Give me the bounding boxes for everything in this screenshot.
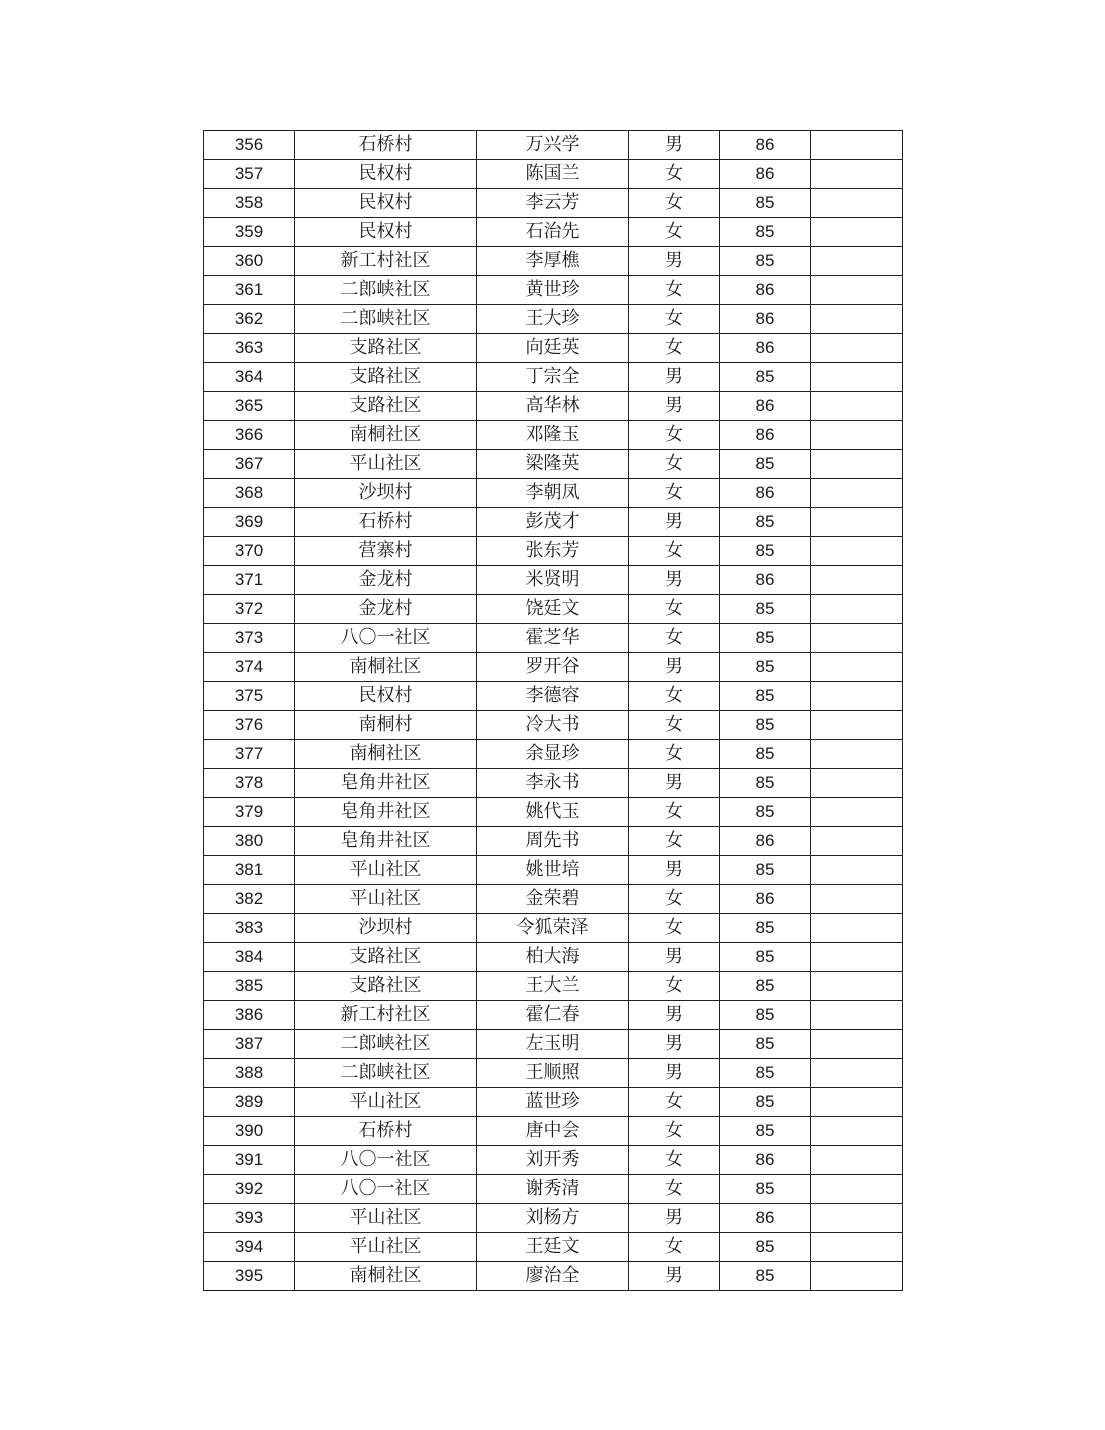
score-cell: 85 — [720, 624, 811, 653]
table-row — [204, 682, 903, 711]
note-cell — [811, 1001, 903, 1030]
row-number-cell: 358 — [204, 189, 295, 218]
gender-cell: 女 — [629, 885, 720, 914]
village-cell: 新工村社区 — [295, 247, 477, 276]
person-name-cell: 霍芝华 — [477, 624, 629, 653]
village-cell: 皂角井社区 — [295, 798, 477, 827]
village-cell: 支路社区 — [295, 943, 477, 972]
note-cell — [811, 769, 903, 798]
score-cell: 86 — [720, 305, 811, 334]
row-number-cell: 384 — [204, 943, 295, 972]
row-number-cell: 372 — [204, 595, 295, 624]
row-number-cell: 393 — [204, 1204, 295, 1233]
gender-cell: 女 — [629, 1088, 720, 1117]
score-cell: 85 — [720, 1262, 811, 1291]
village-cell: 新工村社区 — [295, 1001, 477, 1030]
gender-cell: 男 — [629, 1030, 720, 1059]
gender-cell: 男 — [629, 566, 720, 595]
roster-table — [203, 130, 903, 1291]
gender-cell: 男 — [629, 508, 720, 537]
table-row — [204, 1030, 903, 1059]
row-number-cell: 356 — [204, 131, 295, 160]
score-cell: 85 — [720, 972, 811, 1001]
gender-cell: 女 — [629, 711, 720, 740]
note-cell — [811, 595, 903, 624]
table-row — [204, 247, 903, 276]
table-row — [204, 740, 903, 769]
row-number-cell: 395 — [204, 1262, 295, 1291]
score-cell: 85 — [720, 1059, 811, 1088]
gender-cell: 男 — [629, 1059, 720, 1088]
village-cell: 南桐社区 — [295, 421, 477, 450]
score-cell: 85 — [720, 1233, 811, 1262]
score-cell: 85 — [720, 1001, 811, 1030]
village-cell: 石桥村 — [295, 508, 477, 537]
table-row — [204, 421, 903, 450]
person-name-cell: 王大珍 — [477, 305, 629, 334]
note-cell — [811, 421, 903, 450]
score-cell: 85 — [720, 450, 811, 479]
person-name-cell: 高华林 — [477, 392, 629, 421]
note-cell — [811, 914, 903, 943]
person-name-cell: 姚世培 — [477, 856, 629, 885]
score-cell: 85 — [720, 1030, 811, 1059]
table-row — [204, 653, 903, 682]
table-row — [204, 1262, 903, 1291]
note-cell — [811, 740, 903, 769]
table-row — [204, 392, 903, 421]
village-cell: 沙坝村 — [295, 479, 477, 508]
table-row — [204, 305, 903, 334]
score-cell: 85 — [720, 363, 811, 392]
table-row — [204, 827, 903, 856]
note-cell — [811, 682, 903, 711]
village-cell: 皂角井社区 — [295, 827, 477, 856]
gender-cell: 女 — [629, 1233, 720, 1262]
score-cell: 86 — [720, 160, 811, 189]
note-cell — [811, 798, 903, 827]
gender-cell: 女 — [629, 160, 720, 189]
village-cell: 石桥村 — [295, 131, 477, 160]
table-row — [204, 1204, 903, 1233]
table-row — [204, 1001, 903, 1030]
score-cell: 86 — [720, 392, 811, 421]
note-cell — [811, 1146, 903, 1175]
row-number-cell: 367 — [204, 450, 295, 479]
gender-cell: 女 — [629, 972, 720, 1001]
row-number-cell: 377 — [204, 740, 295, 769]
row-number-cell: 381 — [204, 856, 295, 885]
table-row — [204, 131, 903, 160]
table-row — [204, 711, 903, 740]
person-name-cell: 丁宗全 — [477, 363, 629, 392]
gender-cell: 女 — [629, 740, 720, 769]
score-cell: 85 — [720, 653, 811, 682]
note-cell — [811, 305, 903, 334]
gender-cell: 男 — [629, 131, 720, 160]
note-cell — [811, 218, 903, 247]
row-number-cell: 370 — [204, 537, 295, 566]
village-cell: 支路社区 — [295, 334, 477, 363]
row-number-cell: 364 — [204, 363, 295, 392]
row-number-cell: 375 — [204, 682, 295, 711]
row-number-cell: 363 — [204, 334, 295, 363]
village-cell: 二郎峡社区 — [295, 1059, 477, 1088]
row-number-cell: 380 — [204, 827, 295, 856]
note-cell — [811, 160, 903, 189]
person-name-cell: 李德容 — [477, 682, 629, 711]
table-row — [204, 1175, 903, 1204]
village-cell: 南桐社区 — [295, 653, 477, 682]
row-number-cell: 388 — [204, 1059, 295, 1088]
score-cell: 85 — [720, 914, 811, 943]
village-cell: 民权村 — [295, 682, 477, 711]
note-cell — [811, 1233, 903, 1262]
person-name-cell: 张东芳 — [477, 537, 629, 566]
score-cell: 85 — [720, 1117, 811, 1146]
note-cell — [811, 392, 903, 421]
village-cell: 石桥村 — [295, 1117, 477, 1146]
table-row — [204, 479, 903, 508]
row-number-cell: 385 — [204, 972, 295, 1001]
gender-cell: 女 — [629, 595, 720, 624]
village-cell: 平山社区 — [295, 1088, 477, 1117]
score-cell: 85 — [720, 769, 811, 798]
village-cell: 平山社区 — [295, 1233, 477, 1262]
gender-cell: 女 — [629, 537, 720, 566]
gender-cell: 女 — [629, 479, 720, 508]
note-cell — [811, 1175, 903, 1204]
village-cell: 八〇一社区 — [295, 1175, 477, 1204]
gender-cell: 女 — [629, 189, 720, 218]
table-row — [204, 595, 903, 624]
score-cell: 85 — [720, 943, 811, 972]
village-cell: 支路社区 — [295, 392, 477, 421]
person-name-cell: 邓隆玉 — [477, 421, 629, 450]
table-row — [204, 885, 903, 914]
village-cell: 平山社区 — [295, 856, 477, 885]
score-cell: 85 — [720, 218, 811, 247]
table-row — [204, 189, 903, 218]
gender-cell: 女 — [629, 1117, 720, 1146]
gender-cell: 男 — [629, 363, 720, 392]
person-name-cell: 姚代玉 — [477, 798, 629, 827]
gender-cell: 女 — [629, 624, 720, 653]
person-name-cell: 王顺照 — [477, 1059, 629, 1088]
note-cell — [811, 624, 903, 653]
person-name-cell: 李云芳 — [477, 189, 629, 218]
row-number-cell: 387 — [204, 1030, 295, 1059]
person-name-cell: 冷大书 — [477, 711, 629, 740]
person-name-cell: 刘杨方 — [477, 1204, 629, 1233]
table-row — [204, 160, 903, 189]
note-cell — [811, 827, 903, 856]
table-row — [204, 624, 903, 653]
note-cell — [811, 537, 903, 566]
score-cell: 85 — [720, 711, 811, 740]
row-number-cell: 368 — [204, 479, 295, 508]
person-name-cell: 蓝世珍 — [477, 1088, 629, 1117]
gender-cell: 女 — [629, 798, 720, 827]
score-cell: 86 — [720, 566, 811, 595]
note-cell — [811, 450, 903, 479]
table-row — [204, 363, 903, 392]
score-cell: 85 — [720, 595, 811, 624]
score-cell: 86 — [720, 885, 811, 914]
table-row — [204, 943, 903, 972]
village-cell: 民权村 — [295, 160, 477, 189]
gender-cell: 男 — [629, 769, 720, 798]
village-cell: 营寨村 — [295, 537, 477, 566]
note-cell — [811, 334, 903, 363]
village-cell: 沙坝村 — [295, 914, 477, 943]
score-cell: 85 — [720, 189, 811, 218]
person-name-cell: 彭茂才 — [477, 508, 629, 537]
note-cell — [811, 247, 903, 276]
note-cell — [811, 856, 903, 885]
row-number-cell: 378 — [204, 769, 295, 798]
table-row — [204, 769, 903, 798]
row-number-cell: 390 — [204, 1117, 295, 1146]
score-cell: 86 — [720, 131, 811, 160]
row-number-cell: 361 — [204, 276, 295, 305]
village-cell: 平山社区 — [295, 1204, 477, 1233]
table-row — [204, 972, 903, 1001]
gender-cell: 女 — [629, 305, 720, 334]
row-number-cell: 376 — [204, 711, 295, 740]
gender-cell: 男 — [629, 392, 720, 421]
village-cell: 南桐村 — [295, 711, 477, 740]
note-cell — [811, 1088, 903, 1117]
person-name-cell: 万兴学 — [477, 131, 629, 160]
row-number-cell: 362 — [204, 305, 295, 334]
person-name-cell: 令狐荣泽 — [477, 914, 629, 943]
village-cell: 平山社区 — [295, 885, 477, 914]
village-cell: 二郎峡社区 — [295, 305, 477, 334]
row-number-cell: 359 — [204, 218, 295, 247]
row-number-cell: 379 — [204, 798, 295, 827]
person-name-cell: 左玉明 — [477, 1030, 629, 1059]
row-number-cell: 365 — [204, 392, 295, 421]
person-name-cell: 李永书 — [477, 769, 629, 798]
table-row — [204, 1059, 903, 1088]
score-cell: 85 — [720, 740, 811, 769]
note-cell — [811, 885, 903, 914]
note-cell — [811, 479, 903, 508]
row-number-cell: 389 — [204, 1088, 295, 1117]
table-row — [204, 856, 903, 885]
person-name-cell: 廖治全 — [477, 1262, 629, 1291]
person-name-cell: 罗开谷 — [477, 653, 629, 682]
table-row — [204, 276, 903, 305]
note-cell — [811, 189, 903, 218]
person-name-cell: 柏大海 — [477, 943, 629, 972]
village-cell: 二郎峡社区 — [295, 1030, 477, 1059]
row-number-cell: 386 — [204, 1001, 295, 1030]
gender-cell: 女 — [629, 334, 720, 363]
row-number-cell: 374 — [204, 653, 295, 682]
village-cell: 八〇一社区 — [295, 624, 477, 653]
table-row — [204, 1146, 903, 1175]
note-cell — [811, 653, 903, 682]
gender-cell: 女 — [629, 914, 720, 943]
person-name-cell: 金荣碧 — [477, 885, 629, 914]
gender-cell: 女 — [629, 1175, 720, 1204]
row-number-cell: 369 — [204, 508, 295, 537]
roster-table-body — [204, 131, 903, 1291]
gender-cell: 男 — [629, 1001, 720, 1030]
row-number-cell: 382 — [204, 885, 295, 914]
score-cell: 86 — [720, 827, 811, 856]
note-cell — [811, 1117, 903, 1146]
table-row — [204, 1117, 903, 1146]
table-row — [204, 1088, 903, 1117]
person-name-cell: 石治先 — [477, 218, 629, 247]
village-cell: 平山社区 — [295, 450, 477, 479]
row-number-cell: 371 — [204, 566, 295, 595]
note-cell — [811, 508, 903, 537]
table-row — [204, 798, 903, 827]
row-number-cell: 394 — [204, 1233, 295, 1262]
note-cell — [811, 363, 903, 392]
gender-cell: 女 — [629, 276, 720, 305]
table-row — [204, 1233, 903, 1262]
gender-cell: 男 — [629, 1262, 720, 1291]
village-cell: 支路社区 — [295, 972, 477, 1001]
gender-cell: 男 — [629, 943, 720, 972]
score-cell: 85 — [720, 1175, 811, 1204]
score-cell: 85 — [720, 247, 811, 276]
person-name-cell: 王廷文 — [477, 1233, 629, 1262]
village-cell: 二郎峡社区 — [295, 276, 477, 305]
village-cell: 支路社区 — [295, 363, 477, 392]
gender-cell: 男 — [629, 1204, 720, 1233]
person-name-cell: 黄世珍 — [477, 276, 629, 305]
person-name-cell: 周先书 — [477, 827, 629, 856]
note-cell — [811, 131, 903, 160]
row-number-cell: 357 — [204, 160, 295, 189]
table-row — [204, 508, 903, 537]
score-cell: 85 — [720, 682, 811, 711]
person-name-cell: 李朝凤 — [477, 479, 629, 508]
row-number-cell: 366 — [204, 421, 295, 450]
village-cell: 民权村 — [295, 218, 477, 247]
village-cell: 南桐社区 — [295, 1262, 477, 1291]
score-cell: 85 — [720, 1088, 811, 1117]
gender-cell: 女 — [629, 682, 720, 711]
person-name-cell: 饶廷文 — [477, 595, 629, 624]
score-cell: 85 — [720, 856, 811, 885]
person-name-cell: 余显珍 — [477, 740, 629, 769]
row-number-cell: 392 — [204, 1175, 295, 1204]
note-cell — [811, 1059, 903, 1088]
row-number-cell: 373 — [204, 624, 295, 653]
village-cell: 八〇一社区 — [295, 1146, 477, 1175]
table-row — [204, 218, 903, 247]
table-row — [204, 450, 903, 479]
person-name-cell: 刘开秀 — [477, 1146, 629, 1175]
score-cell: 85 — [720, 537, 811, 566]
note-cell — [811, 1030, 903, 1059]
score-cell: 86 — [720, 1204, 811, 1233]
village-cell: 金龙村 — [295, 595, 477, 624]
table-row — [204, 566, 903, 595]
gender-cell: 男 — [629, 653, 720, 682]
note-cell — [811, 1204, 903, 1233]
note-cell — [811, 972, 903, 1001]
gender-cell: 女 — [629, 218, 720, 247]
gender-cell: 男 — [629, 247, 720, 276]
table-row — [204, 334, 903, 363]
person-name-cell: 陈国兰 — [477, 160, 629, 189]
table-row — [204, 914, 903, 943]
note-cell — [811, 711, 903, 740]
note-cell — [811, 566, 903, 595]
note-cell — [811, 1262, 903, 1291]
note-cell — [811, 276, 903, 305]
person-name-cell: 梁隆英 — [477, 450, 629, 479]
village-cell: 南桐社区 — [295, 740, 477, 769]
village-cell: 金龙村 — [295, 566, 477, 595]
person-name-cell: 向廷英 — [477, 334, 629, 363]
person-name-cell: 谢秀清 — [477, 1175, 629, 1204]
gender-cell: 女 — [629, 827, 720, 856]
score-cell: 86 — [720, 276, 811, 305]
village-cell: 皂角井社区 — [295, 769, 477, 798]
table-row — [204, 537, 903, 566]
gender-cell: 男 — [629, 856, 720, 885]
village-cell: 民权村 — [295, 189, 477, 218]
score-cell: 85 — [720, 798, 811, 827]
person-name-cell: 米贤明 — [477, 566, 629, 595]
person-name-cell: 李厚樵 — [477, 247, 629, 276]
row-number-cell: 391 — [204, 1146, 295, 1175]
score-cell: 86 — [720, 421, 811, 450]
gender-cell: 女 — [629, 1146, 720, 1175]
score-cell: 86 — [720, 1146, 811, 1175]
score-cell: 86 — [720, 479, 811, 508]
gender-cell: 女 — [629, 450, 720, 479]
row-number-cell: 383 — [204, 914, 295, 943]
score-cell: 85 — [720, 508, 811, 537]
person-name-cell: 唐中会 — [477, 1117, 629, 1146]
score-cell: 86 — [720, 334, 811, 363]
gender-cell: 女 — [629, 421, 720, 450]
note-cell — [811, 943, 903, 972]
row-number-cell: 360 — [204, 247, 295, 276]
person-name-cell: 王大兰 — [477, 972, 629, 1001]
person-name-cell: 霍仁春 — [477, 1001, 629, 1030]
